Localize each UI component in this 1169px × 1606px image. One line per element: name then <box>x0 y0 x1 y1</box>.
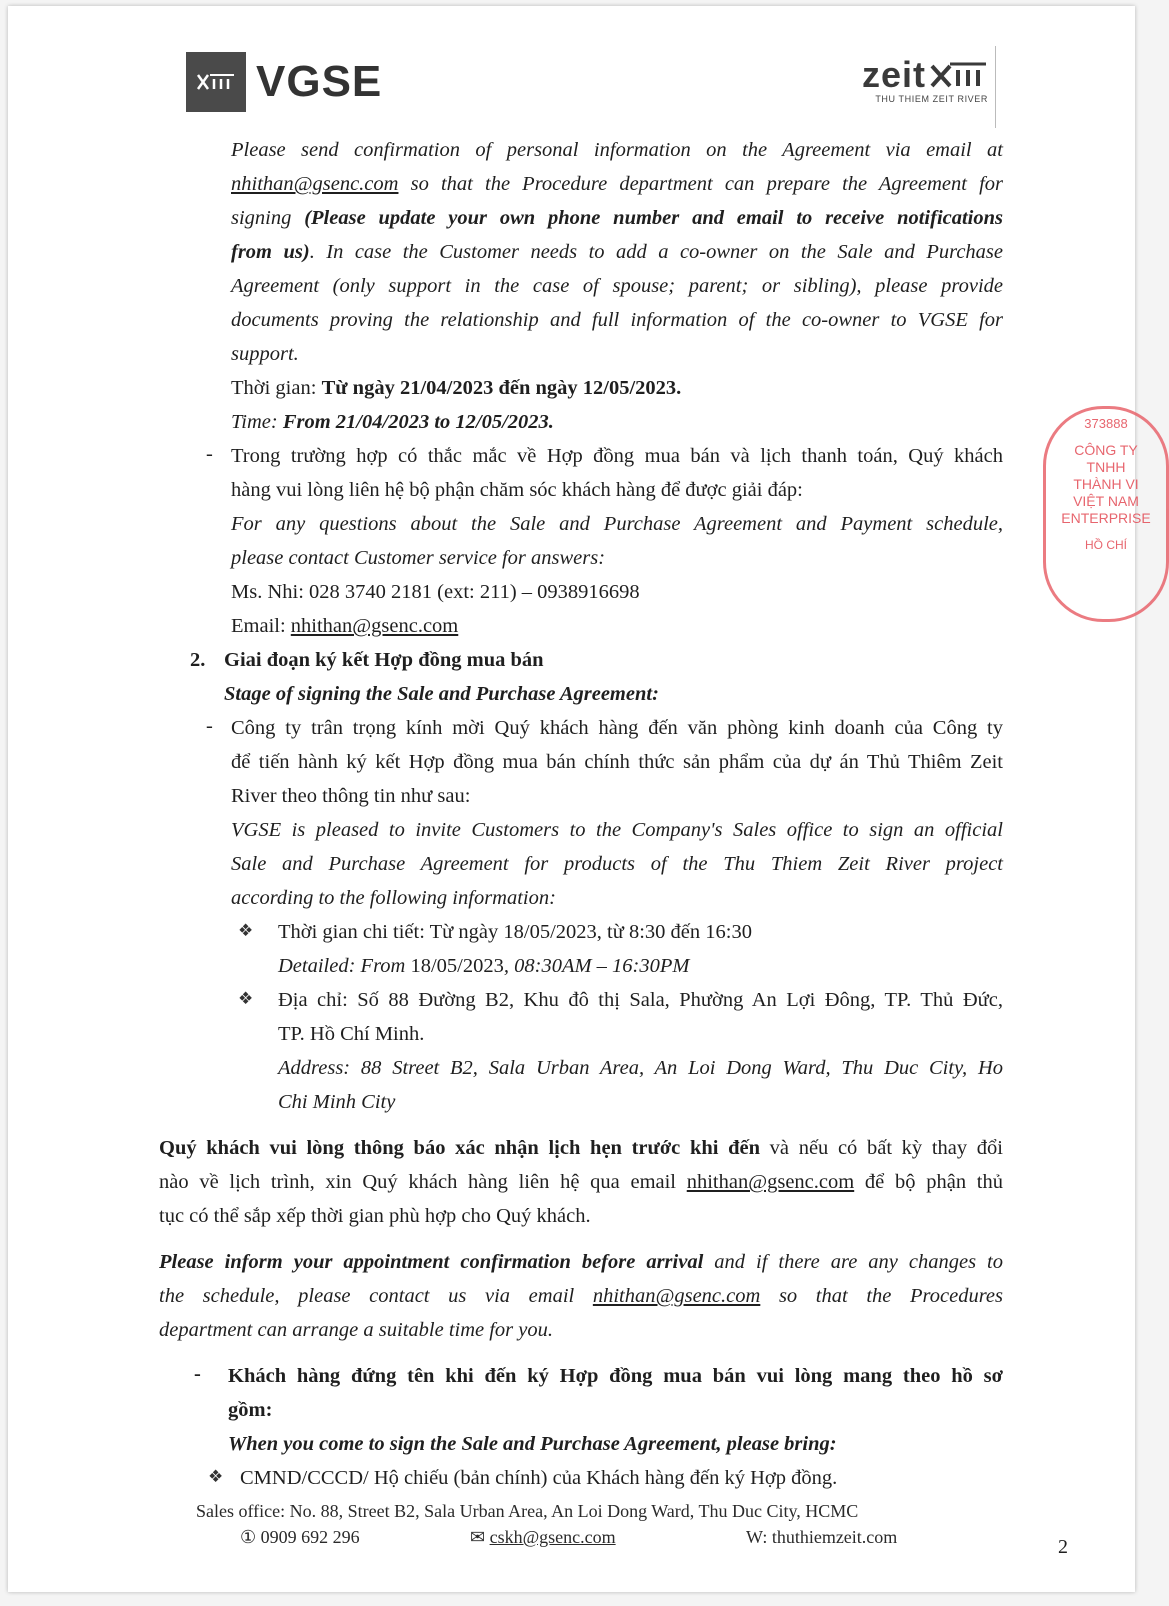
dash-marker: - <box>206 715 213 737</box>
p1-line7: support. <box>231 343 299 365</box>
section2-number: 2. <box>190 649 206 671</box>
notice-en-line3: department can arrange a suitable time for you. <box>159 1319 554 1341</box>
invite-vn-line2: để tiến hành ký kết Hợp đồng mua bán chính thức sản phẩm của dự án Thủ Thiêm Zeit <box>231 751 1003 773</box>
footer-email <box>470 1527 616 1548</box>
footer-email-link[interactable]: cskh@gsenc.com <box>489 1527 616 1547</box>
address-vn-line2: TP. Hồ Chí Minh. <box>278 1023 425 1045</box>
vgse-logo-mark-icon <box>186 52 246 112</box>
notice-vn-line3: tục có thể sắp xếp thời gian phù hợp cho Quý khách. <box>159 1205 591 1227</box>
zeit-logo-subtitle: THU THIEM ZEIT RIVER <box>875 94 988 104</box>
p1-line5: Agreement (only support in the case of spouse; parent; or sibling), please provide <box>231 275 1003 297</box>
company-stamp: 373888 CÔNG TY TNHH THÀNH VI VIỆT NAM ENTERPRISE HỒ CHÍ <box>1043 406 1169 622</box>
detail-time-en: Detailed: From 18/05/2023, 08:30AM – 16:30PM <box>278 955 690 977</box>
notice-vn-line2: nào về lịch trình, xin Quý khách hàng liên hệ qua email nhithan@gsenc.com để bộ phận thủ <box>159 1171 1003 1193</box>
zeit-logo-text: zeit <box>861 54 926 95</box>
q-vn-line2: hàng vui lòng liên hệ bộ phận chăm sóc khách hàng để được giải đáp: <box>231 479 803 501</box>
diamond-bullet-icon: ❖ <box>208 1467 224 1486</box>
q-email: Email: nhithan@gsenc.com <box>231 615 459 637</box>
p1-line3: signing (Please update your own phone number and email to receive notifications <box>231 207 1004 229</box>
invite-vn-line3: River theo thông tin như sau: <box>231 785 471 807</box>
q-en-line1: For any questions about the Sale and Purchase Agreement and Payment schedule, <box>231 513 1003 535</box>
mail-icon: ✉ <box>470 1527 486 1547</box>
p1-line4: from us). In case the Customer needs to add a co-owner on the Sale and Purchase <box>231 241 1003 263</box>
time-vn: Thời gian: Từ ngày 21/04/2023 đến ngày 12/05/2023. <box>231 377 682 399</box>
q-vn-line1: Trong trường hợp có thắc mắc về Hợp đồng mua bán và lịch thanh toán, Quý khách <box>231 445 1003 467</box>
footer-website: W: thuthiemzeit.com <box>746 1527 898 1547</box>
section2-title-en: Stage of signing the Sale and Purchase Agreement: <box>224 683 659 705</box>
p1-email-link[interactable]: nhithan@gsenc.com <box>231 173 399 195</box>
q-email-link[interactable]: nhithan@gsenc.com <box>290 615 459 637</box>
vgse-logo-text: VGSE <box>256 57 383 106</box>
section2-title-vn: Giai đoạn ký kết Hợp đồng mua bán <box>224 649 544 671</box>
phone-icon: ① <box>240 1527 257 1547</box>
dash-marker: - <box>206 443 213 465</box>
detail-time-vn: Thời gian chi tiết: Từ ngày 18/05/2023, từ 8:30 đến 16:30 <box>278 921 752 943</box>
bring-en: When you come to sign the Sale and Purchase Agreement, please bring: <box>228 1433 837 1455</box>
q-phone: Ms. Nhi: 028 3740 2181 (ext: 211) – 0938916698 <box>231 581 640 603</box>
diamond-bullet-icon: ❖ <box>238 921 254 940</box>
footer-office-address: Sales office: No. 88, Street B2, Sala Urban Area, An Loi Dong Ward, Thu Duc City, HCMC <box>196 1501 859 1521</box>
invite-vn-line1: Công ty trân trọng kính mời Quý khách hàng đến văn phòng kinh doanh của Công ty <box>231 717 1003 739</box>
zeit-logo <box>828 54 988 104</box>
p1-line1: Please send confirmation of personal information on the Agreement via email at <box>231 139 1003 161</box>
dash-marker: - <box>194 1363 201 1385</box>
header-divider <box>995 46 996 128</box>
document-page <box>8 6 1151 1592</box>
notice-vn-line1: Quý khách vui lòng thông báo xác nhận lịch hẹn trước khi đến và nếu có bất kỳ thay đổi <box>159 1137 1003 1159</box>
notice-en-email-link[interactable]: nhithan@gsenc.com <box>592 1285 761 1307</box>
notice-en-line2: the schedule, please contact us via email nhithan@gsenc.com so that the Procedures <box>159 1285 1003 1307</box>
bring-vn-line2: gồm: <box>228 1399 273 1421</box>
notice-en-line1: Please inform your appointment confirmation before arrival and if there are any changes to <box>159 1251 1003 1273</box>
bring-vn-line1: Khách hàng đứng tên khi đến ký Hợp đồng mua bán vui lòng mang theo hồ sơ <box>228 1365 1003 1387</box>
address-en-line1: Address: 88 Street B2, Sala Urban Area, An Loi Dong Ward, Thu Duc City, Ho <box>278 1057 1003 1079</box>
time-en: Time: From 21/04/2023 to 12/05/2023. <box>231 411 554 433</box>
invite-en-line1: VGSE is pleased to invite Customers to the Company's Sales office to sign an official <box>231 819 1003 841</box>
vgse-logo <box>186 52 382 112</box>
diamond-bullet-icon: ❖ <box>238 989 254 1008</box>
address-vn-line1: Địa chỉ: Số 88 Đường B2, Khu đô thị Sala, Phường An Lợi Đông, TP. Thủ Đức, <box>278 989 1003 1011</box>
zeit-logo-mark-icon <box>930 60 988 90</box>
address-en-line2: Chi Minh City <box>278 1091 396 1113</box>
invite-en-line3: according to the following information: <box>231 887 556 909</box>
q-en-line2: please contact Customer service for answers: <box>231 547 606 569</box>
p1-line2: nhithan@gsenc.com so that the Procedure department can prepare the Agreement for <box>231 173 1003 195</box>
page-number: 2 <box>1058 1536 1068 1558</box>
notice-vn-email-link[interactable]: nhithan@gsenc.com <box>686 1171 855 1193</box>
invite-en-line2: Sale and Purchase Agreement for products of the Thu Thiem Zeit River project <box>231 853 1003 875</box>
footer-phone: ① 0909 692 296 <box>240 1527 360 1547</box>
bring-item1: CMND/CCCD/ Hộ chiếu (bản chính) của Khách hàng đến ký Hợp đồng. <box>240 1467 838 1489</box>
p1-line6: documents proving the relationship and full information of the co-owner to VGSE for <box>231 309 1003 331</box>
